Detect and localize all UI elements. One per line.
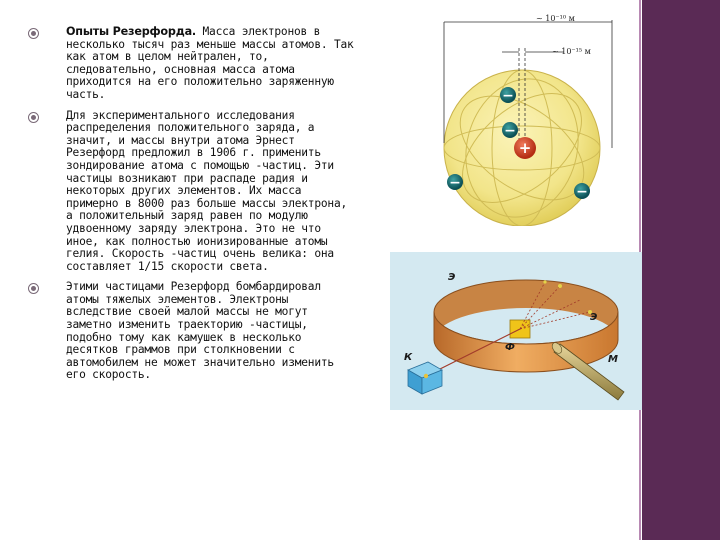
atom-model-figure [424,8,618,226]
bullet-body: Этими частицами Резерфорд бомбардировал атомы тяжелых элементов. Электроны вследствие своей малой массы не могут заметно изменить траекторию -частицы, подобно тому как камушек в несколько десятков граммов при столкновении с автомобилем не может значительно изменить его скорость. [66,280,334,382]
scattering-apparatus-figure [390,252,642,410]
bullet-item [28,110,358,274]
minus-sign: − [576,184,588,200]
atom-size-label: ~ 10⁻¹⁰ м [536,14,575,23]
label-microscope: М [608,354,618,365]
bullet-item [28,26,358,102]
minus-sign: − [449,175,461,191]
bullet-icon [28,28,39,39]
bullet-body: Для экспериментального исследования распределения положительного заряда, а значит, и массы внутри атома Эрнест Резерфорд предложил в 1906 г. применить зондирование атома с помощью -частиц. Эти частицы возникают при распаде радия и некоторых других элементов. Их масса примерно в 8000 раз больше массы электрона, а положительный заряд равен по модулю удвоенному заряду электрона. Это не что иное, как полностью ионизированные атомы гелия. Скорость -частиц очень велика: она составляет 1/15 скорости света. [66,108,348,273]
label-container: К [404,352,413,363]
label-foil: Ф [505,342,515,353]
bullet-text [66,26,358,102]
label-screen-right: Э [590,312,598,323]
bullet-heading: Опыты Резерфорда. [66,25,196,38]
bullet-list [28,26,358,390]
nucleus-size-label: ~ 10⁻¹⁵ м [552,47,591,56]
plus-sign: + [518,139,532,157]
bullet-body: Масса электронов в несколько тысяч раз меньше массы атомов. Так как атом в целом нейтрален, то, следовательно, основная масса атома приходится на его положительно заряженную часть. [66,25,354,101]
label-screen: Э [448,272,456,283]
accent-sidebar [642,0,720,540]
bullet-item [28,281,358,382]
bullet-icon [28,283,39,294]
minus-sign: − [502,88,514,104]
bullet-icon [28,112,39,123]
minus-sign: − [504,123,516,139]
